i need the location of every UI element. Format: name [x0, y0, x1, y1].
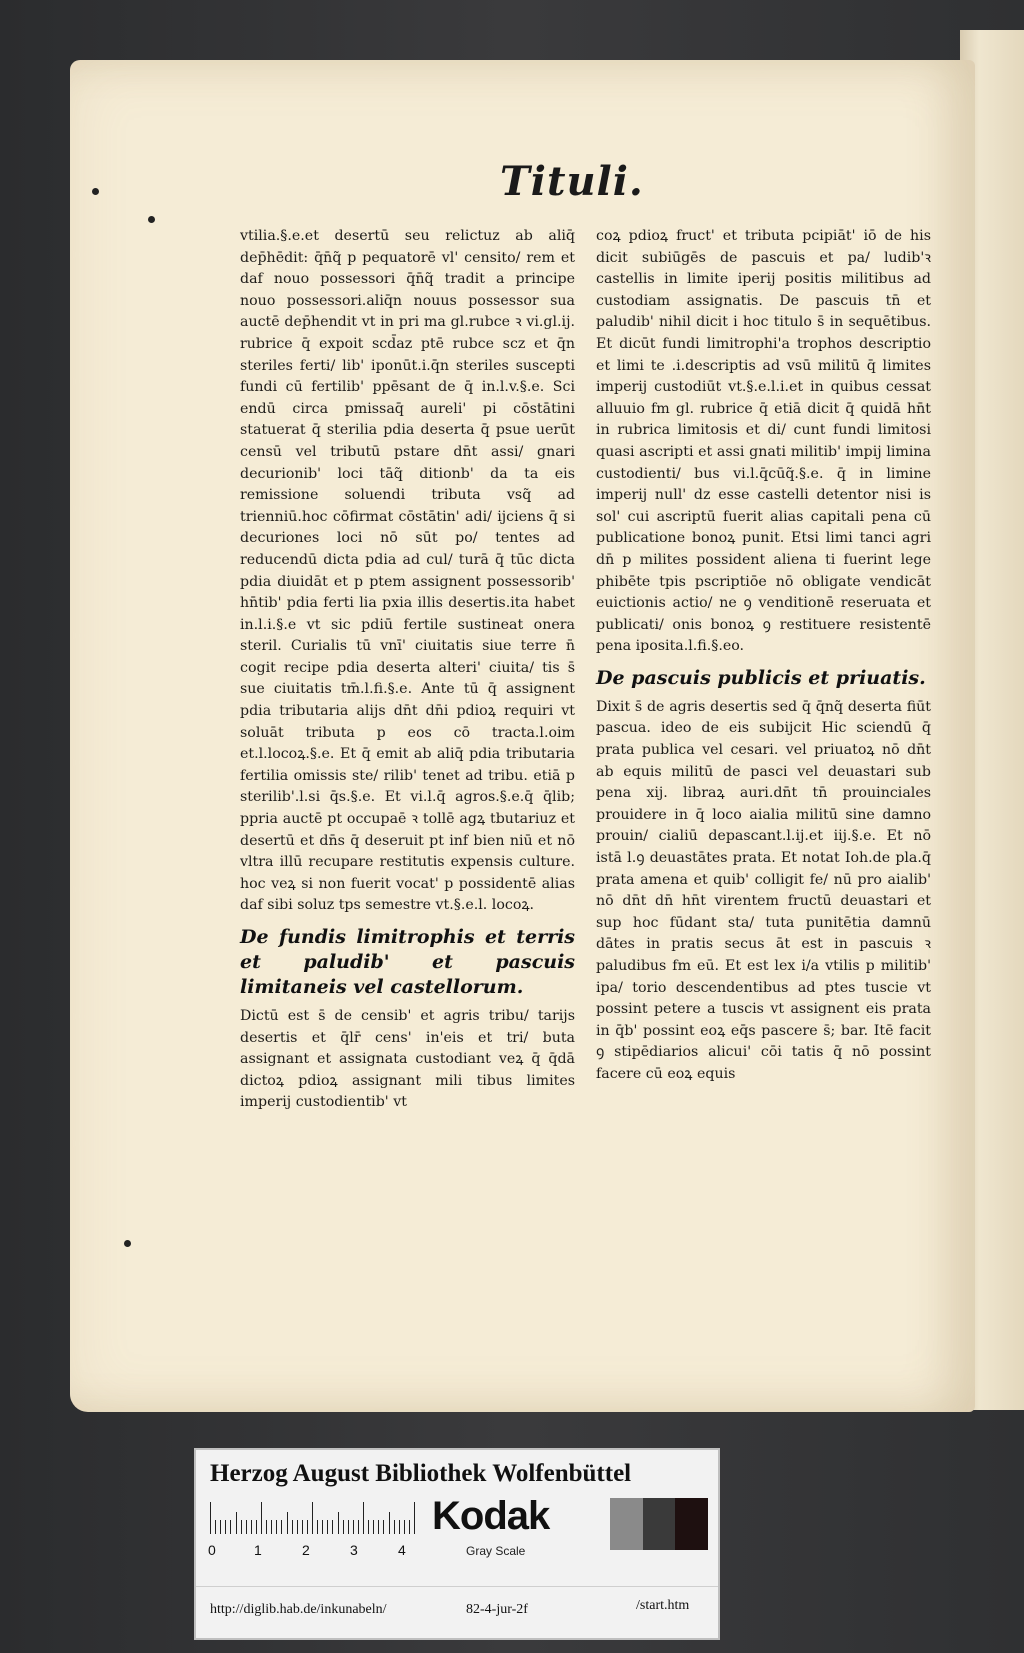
ruler-tick	[322, 1520, 323, 1534]
ruler-tick	[343, 1520, 344, 1534]
ruler-tick	[327, 1520, 328, 1534]
scale-ruler	[210, 1502, 420, 1534]
ruler-tick	[266, 1520, 267, 1534]
ruler-tick	[307, 1520, 308, 1534]
ruler-tick	[383, 1520, 384, 1534]
ruler-tick	[368, 1520, 369, 1534]
ruler-tick	[414, 1502, 415, 1534]
library-name: Herzog August Bibliothek Wolfenbüttel	[210, 1460, 632, 1487]
ruler-tick	[399, 1520, 400, 1534]
ruler-tick	[348, 1520, 349, 1534]
ruler-tick	[276, 1520, 277, 1534]
binding-hole-mark	[148, 216, 155, 223]
paragraph: coꝝ pdioꝝ fruct' et tributa pcipiāt' iō de his dicit subiūgēs de pascuis et pa/ ludib'ꝛ castellis in limite iperij positis militibus ad custodiam assignatis. De pascuis tn̄ et paludib' nihil dicit i hoc titulo s̄ in sequētibus. Et dicūt fundi limitrophi'a trophos descriptio et limi te .i.descriptis ad vsū militū q̄ limites imperij custodiūt vt.§.e.l.i.et in quibus cessat alluuio fm gl. rubrice q̄ etiā dicit q̄ quidā hn̄t in rubrica limitosis et di/ cunt fundi limitosi quasi ascripti et assi gnati militib' impij limina custodienti/ bus vi.l.q̄cūq̃.§.e. q̄ in limine imperij null' dz esse castelli detentor nisi is sol' cui ascriptū fuerit alias capitali pena cū publicatione bonoꝝ punit. Etsi limi tanci agri dn̄ p milites possident aliena ti fuerint lege phibēte tpis pscriptiōe nō obligate vendicāt euictionis actio/ ne ꝯ venditionē reseruata et publicati/ onis bonoꝝ ꝯ restituere resistentē pena iposita.l.fi.§.eo.	[596, 228, 931, 655]
ruler-tick	[271, 1520, 272, 1534]
ruler-tick	[236, 1512, 237, 1534]
start-path: /start.htm	[636, 1598, 690, 1613]
running-head: Tituli.	[500, 158, 644, 205]
shelfmark: 82-4-jur-2f	[466, 1602, 528, 1617]
ruler-number: 0	[208, 1542, 216, 1558]
ruler-tick	[215, 1520, 216, 1534]
ruler-tick	[312, 1502, 313, 1534]
ruler-tick	[261, 1502, 262, 1534]
ruler-tick	[225, 1520, 226, 1534]
right-text-column	[596, 226, 931, 1086]
ruler-number: 3	[350, 1542, 358, 1558]
ruler-numbers	[208, 1542, 438, 1560]
section-heading: De fundis limitrophis et terris et paludib' et pascuis limitaneis vel castellorum.	[240, 926, 575, 998]
paragraph: Dixit s̄ de agris desertis sed q̄ q̄nq̃ deserta fiūt pascua. ideo de eis subijcit Hic sciendū q̄ prata publica vel cesari. vel priuatoꝝ nō dn̄t ab equis militū de pasci vel deuastari sub pena xij. libraꝝ auri.dn̄t tn̄ prouinciales prouidere in q̄ loco aialia militū sine damno prouin/ cialiū depascant.l.ij.et iij.§.e. Et nō istā l.ꝯ deuastātes prata. Et notat Ioh.de pla.q̄ prata amena et quib' colligit fe/ nū pro aialib' nō dn̄t dn̄ hn̄t virentem fructū deuastari et sup hoc fūdant sta/ tuta punitētia damnū dātes in pratis secus āt est in pascuis ꝛ paludibus fm eū. Et est lex i/a vtilis p militib' ipa/ torio descendentibus ad ptes tuscie vt possint petere a tuscis vt assignent eis prata in q̄b' possint eoꝝ eq̄s pascere s̄; bar. Itē facit ꝯ stipēdiarios alicui' cōi tatis q̄ nō possint facere cū eoꝝ equis	[596, 698, 931, 1082]
ruler-tick	[338, 1512, 339, 1534]
ruler-tick	[353, 1520, 354, 1534]
ruler-tick	[281, 1520, 282, 1534]
gray-swatch	[610, 1498, 643, 1550]
color-target-card	[194, 1448, 720, 1640]
ruler-tick	[230, 1520, 231, 1534]
ruler-tick	[246, 1520, 247, 1534]
ruler-tick	[404, 1520, 405, 1534]
ruler-tick	[358, 1520, 359, 1534]
gray-swatches	[610, 1498, 708, 1550]
ruler-tick	[409, 1520, 410, 1534]
paragraph: vtilia.§.e.et desertū seu relictuz ab aliq̄ dep̄hēdit: q̄n̄q̃ p pequatorē vl' censito/ rem et daf nouo possessori q̄n̄q̃ tradit a principe nouo possessori.aliq̄n nouus possessor sua auctē dep̄hendit vt in pri ma gl.rubce ꝛ vi.gl.ij. rubrice q̄ expoit scd̄az ptē rubce scz et q̄n steriles ferti/ lib' iponūt.i.q̄n steriles suscepti fundi cū fertilib' ppēsant de q̄ in.l.v.§.e. Sci endū circa pmissaq̄ aureli' pi cōstātini statuerat q̄ sterilia pdia deserta q̄ psue uerūt censū vel tributū pstare dn̄t assi/ gnari decurionib' loci tāq̃ ditionb' da ta eis remissione soluendi tributa vsq̃ ad trienniū.hoc cōfirmat cōstātin' adi/ ijciens q̄ si decuriones loci nō sūt po/ tentes ad reducendū dicta pdia ad cul/ turā q̄ tūc dicta pdia diuidāt et p ptem assignent possessorib' hn̄tib' pdia ferti lia pxia illis desertis.ita habet in.l.i.§.e vt sic pdiū fertile sustineat onera steril. Curialis tū vnī' ciuitatis siue terre n̄ cogit recipe pdia deserta alteri' ciuita/ tis s̄ sue ciuitatis tm̄.l.fi.§.e. Ante tū q̄ assignent pdia tributaria alijs dn̄t dn̄i pdioꝝ requiri vt soluāt tributa p eos cō tracta.l.oim et.l.locoꝝ.§.e. Et q̄ emit ab aliq̄ pdia tributaria fertilia omissis ste/ rilib' tenet ad tribu. etiā p sterilib'.l.si q̄s.§.e. Et vi.l.q̄ agros.§.e.q̄ q̄lib; ppria auctē pt occupaē ꝛ tollē agꝝ tbutariuz et desertū et dn̄s q̄ deseruit pt inf bien niū et nō vltra illū recupare restitutis expensis culture. hoc veꝝ si non fuerit vocat' p possidentē alias daf sibi soluz tps semestre vt.§.e.l. locoꝝ.	[240, 228, 575, 914]
gray-scale-label: Gray Scale	[466, 1544, 526, 1558]
gray-swatch	[643, 1498, 676, 1550]
ruler-tick	[292, 1520, 293, 1534]
paragraph: Dictū est s̄ de censib' et agris tribu/ tarijs desertis et q̄lr̄ cens' in'eis et tri/ buta assignant et assignata custodiant veꝝ q̄ q̄dā dictoꝝ pdioꝝ assignant mili tibus limites imperij custodientib' vt	[240, 1008, 575, 1111]
left-text-column	[240, 226, 575, 1114]
ruler-tick	[241, 1520, 242, 1534]
ruler-number: 2	[302, 1542, 310, 1558]
gray-swatch	[675, 1498, 708, 1550]
source-url: http://diglib.hab.de/inkunabeln/	[210, 1602, 387, 1617]
ruler-tick	[373, 1520, 374, 1534]
ruler-tick	[220, 1520, 221, 1534]
ruler-number: 1	[254, 1542, 262, 1558]
ruler-tick	[287, 1512, 288, 1534]
divider	[196, 1586, 718, 1587]
ruler-tick	[394, 1520, 395, 1534]
ruler-tick	[302, 1520, 303, 1534]
ruler-tick	[317, 1520, 318, 1534]
ruler-tick	[210, 1502, 211, 1534]
ruler-tick	[251, 1520, 252, 1534]
ruler-tick	[363, 1502, 364, 1534]
binding-hole-mark	[92, 188, 99, 195]
ruler-tick	[256, 1520, 257, 1534]
ruler-number: 4	[398, 1542, 406, 1558]
kodak-logo: Kodak	[432, 1494, 550, 1538]
binding-hole-mark	[124, 1240, 131, 1247]
ruler-tick	[332, 1520, 333, 1534]
section-heading: De pascuis publicis et priuatis.	[596, 666, 926, 689]
ruler-tick	[389, 1512, 390, 1534]
ruler-tick	[378, 1520, 379, 1534]
ruler-tick	[297, 1520, 298, 1534]
